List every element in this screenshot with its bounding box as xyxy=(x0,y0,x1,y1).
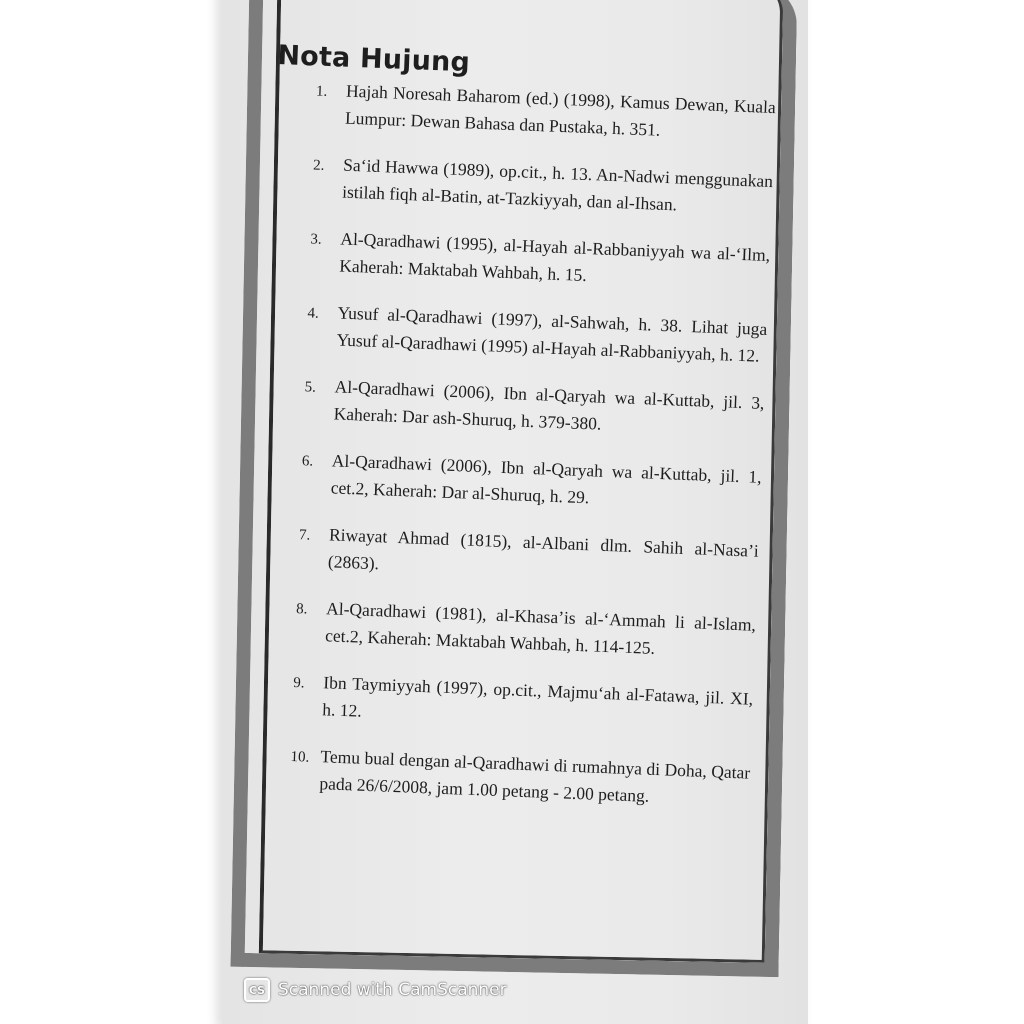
endnote-text: Yusuf al-Qaradhawi (1997), al-Sahwah, h. 38. Lihat juga Yusuf al-Qaradhawi (1995) al-Hayah al-Rabbaniyyah, h. 12. xyxy=(336,302,768,366)
endnote-text: Ibn Taymiyyah (1997), op.cit., Majmu‘ah al-Fatawa, jil. XI, h. 12. xyxy=(321,672,754,721)
endnote-item xyxy=(269,223,771,296)
endnote-item xyxy=(258,519,760,592)
endnote-text: Riwayat Ahmad (1815), al-Albani dlm. Sahih al-Nasa’i (2863). xyxy=(327,524,760,574)
endnote-number: 5. xyxy=(304,379,317,396)
endnote-text: Al-Qaradhawi (2006), Ibn al-Qaryah wa al-Kuttab, jil. 1, cet.2, Kaherah: Dar al-Shuruq, h. 29. xyxy=(330,450,762,508)
endnote-text: Al-Qaradhawi (1981), al-Khasa’is al-‘Ammah li al-Islam, cet.2, Kaherah: Maktabah Wahbah, h. 114-125. xyxy=(324,598,757,658)
endnote-item xyxy=(255,593,757,666)
endnote-text: Al-Qaradhawi (2006), Ibn al-Qaryah wa al-Kuttab, jil. 3, Kaherah: Dar ash-Shuruq, h. 379-380. xyxy=(333,376,765,434)
endnote-number: 6. xyxy=(301,453,314,470)
endnote-item xyxy=(263,371,765,444)
endnotes-list xyxy=(249,75,776,814)
endnote-number: 2. xyxy=(312,157,325,174)
endnote-number: 10. xyxy=(290,749,310,766)
endnotes-heading: Nota Hujung xyxy=(276,40,471,79)
camscanner-watermark xyxy=(244,978,507,1002)
endnote-item xyxy=(252,667,754,740)
endnote-item xyxy=(272,149,774,222)
endnote-text: Al-Qaradhawi (1995), al-Hayah al-Rabbaniyyah wa al-‘Ilm, Kaherah: Maktabah Wahbah, h. 15. xyxy=(339,228,771,286)
camscanner-logo-icon: CS xyxy=(244,978,270,1002)
endnote-text: Sa‘id Hawwa (1989), op.cit., h. 13. An-Nadwi menggunakan istilah fiqh al-Batin, at-Tazkiyyah, dan al-Ihsan. xyxy=(341,154,774,215)
endnote-number: 4. xyxy=(307,305,320,322)
endnote-number: 7. xyxy=(298,527,311,544)
endnote-number: 8. xyxy=(295,601,308,618)
endnote-item xyxy=(260,445,762,518)
endnote-number: 1. xyxy=(315,83,328,100)
endnote-text: Temu bual dengan al-Qaradhawi di rumahnya di Doha, Qatar pada 26/6/2008, jam 1.00 petang - 2.00 petang. xyxy=(319,746,751,806)
endnote-number: 9. xyxy=(293,675,305,692)
endnotes-section xyxy=(248,40,777,834)
endnote-item xyxy=(249,740,751,813)
watermark-text: Scanned with CamScanner xyxy=(278,980,507,1000)
endnote-text: Hajah Noresah Baharom (ed.) (1998), Kamus Dewan, Kuala Lumpur: Dewan Bahasa dan Pustaka, h. 351. xyxy=(344,80,777,140)
endnote-number: 3. xyxy=(310,231,322,248)
endnote-item xyxy=(266,297,768,370)
